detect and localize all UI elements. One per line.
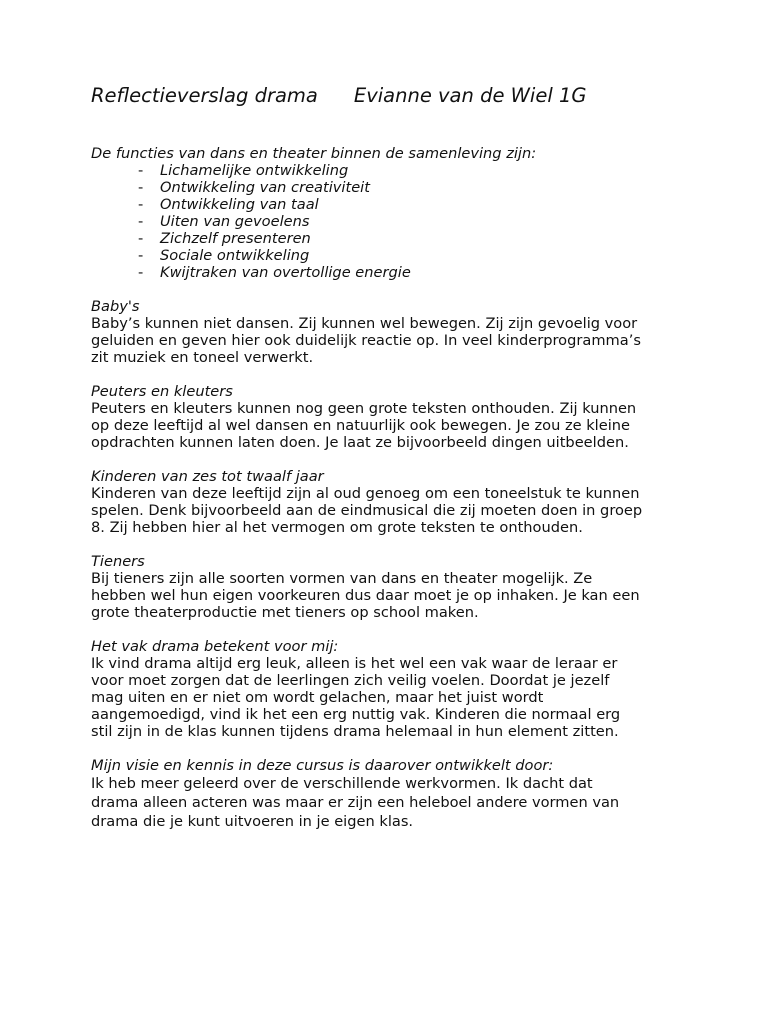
paragraph-line: Baby’s kunnen niet dansen. Zij kunnen wel bewegen. Zij zijn gevoelig voor	[91, 315, 638, 332]
dash-marker: -	[138, 247, 144, 264]
paragraph-line: voor moet zorgen dat de leerlingen zich veilig voelen. Doordat je jezelf	[91, 672, 610, 689]
author-name: Evianne van de Wiel 1G	[353, 84, 587, 107]
paragraph-line: geluiden en geven hier ook duidelijk reactie op. In veel kinderprogramma’s	[91, 332, 641, 349]
vision-paragraph	[91, 774, 691, 831]
document-title	[91, 84, 586, 107]
paragraph-line: stil zijn in de klas kunnen tijdens drama helemaal in hun element zitten.	[91, 723, 619, 740]
paragraph-line: zit muziek en toneel verwerkt.	[91, 349, 314, 366]
list-item	[138, 162, 691, 179]
paragraph-line: grote theaterproductie met tieners op school maken.	[91, 604, 479, 621]
paragraph-line: Kinderen van deze leeftijd zijn al oud genoeg om een toneelstuk te kunnen	[91, 485, 640, 502]
section-heading: Het vak drama betekent voor mij:	[91, 638, 339, 655]
section-heading: Kinderen van zes tot twaalf jaar	[91, 468, 324, 485]
section-heading: Peuters en kleuters	[91, 383, 233, 400]
dash-marker: -	[138, 264, 144, 281]
dash-marker: -	[138, 196, 144, 213]
list-item-text: Ontwikkeling van taal	[160, 196, 319, 213]
list-item	[138, 247, 691, 264]
section-children	[91, 468, 691, 536]
dash-marker: -	[138, 162, 144, 179]
intro-section	[91, 145, 691, 281]
list-item-text: Zichzelf presenteren	[160, 230, 311, 247]
document-body	[91, 145, 691, 831]
section-heading: Mijn visie en kennis in deze cursus is daarover ontwikkelt door:	[91, 757, 554, 774]
dash-marker: -	[138, 213, 144, 230]
paragraph-line: Ik heb meer geleerd over de verschillende werkvormen. Ik dacht dat	[91, 775, 593, 792]
list-item-text: Ontwikkeling van creativiteit	[160, 179, 370, 196]
section-vision	[91, 757, 691, 831]
title-text: Reflectieverslag drama	[91, 84, 318, 107]
list-item-text: Kwijtraken van overtollige energie	[160, 264, 411, 281]
section-heading: Baby's	[91, 298, 140, 315]
paragraph-line: drama alleen acteren was maar er zijn een heleboel andere vormen van	[91, 794, 620, 811]
paragraph-line: opdrachten kunnen laten doen. Je laat ze bijvoorbeeld dingen uitbeelden.	[91, 434, 629, 451]
function-list	[91, 162, 691, 281]
list-item	[138, 230, 691, 247]
section-heading: Tieners	[91, 553, 145, 570]
list-item-text: Sociale ontwikkeling	[160, 247, 310, 264]
list-item-text: Uiten van gevoelens	[160, 213, 310, 230]
paragraph-line: hebben wel hun eigen voorkeuren dus daar moet je op inhaken. Je kan een	[91, 587, 640, 604]
list-item	[138, 196, 691, 213]
paragraph-line: Peuters en kleuters kunnen nog geen grote teksten onthouden. Zij kunnen	[91, 400, 637, 417]
list-item	[138, 264, 691, 281]
paragraph-line: spelen. Denk bijvoorbeeld aan de eindmusical die zij moeten doen in groep	[91, 502, 643, 519]
paragraph-line: drama die je kunt uitvoeren in je eigen klas.	[91, 813, 414, 830]
list-item	[138, 179, 691, 196]
intro-heading: De functies van dans en theater binnen de samenleving zijn:	[91, 145, 537, 162]
paragraph-line: op deze leeftijd al wel dansen en natuurlijk ook bewegen. Je zou ze kleine	[91, 417, 630, 434]
section-teens	[91, 553, 691, 621]
paragraph-line: Ik vind drama altijd erg leuk, alleen is het wel een vak waar de leraar er	[91, 655, 618, 672]
section-babies	[91, 298, 691, 366]
dash-marker: -	[138, 230, 144, 247]
paragraph-line: aangemoedigd, vind ik het een erg nuttig vak. Kinderen die normaal erg	[91, 706, 621, 723]
section-toddlers	[91, 383, 691, 451]
list-item	[138, 213, 691, 230]
list-item-text: Lichamelijke ontwikkeling	[160, 162, 349, 179]
section-drama-meaning	[91, 638, 691, 740]
paragraph-line: mag uiten en er niet om wordt gelachen, maar het juist wordt	[91, 689, 544, 706]
paragraph-line: Bij tieners zijn alle soorten vormen van dans en theater mogelijk. Ze	[91, 570, 593, 587]
dash-marker: -	[138, 179, 144, 196]
paragraph-line: 8. Zij hebben hier al het vermogen om grote teksten te onthouden.	[91, 519, 583, 536]
